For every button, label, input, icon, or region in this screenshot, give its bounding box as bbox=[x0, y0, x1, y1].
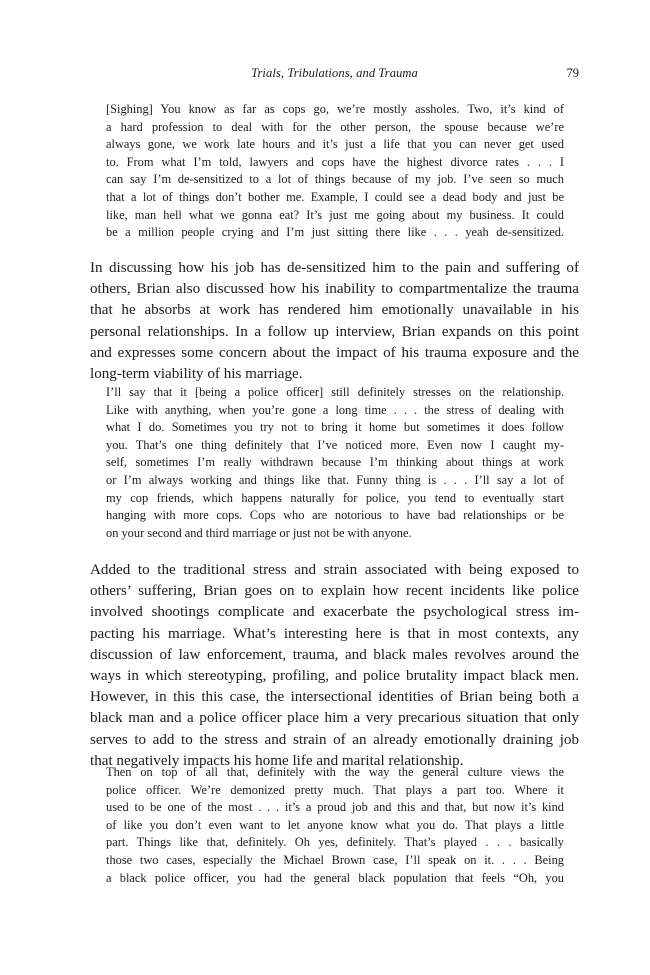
body-line: ways in which stereotyping, profiling, and police brutality impact black men. bbox=[90, 668, 579, 685]
body-line: discussion of law enforcement, trauma, and black males revolves around the bbox=[90, 646, 579, 663]
quote-line: self, sometimes I’m really withdrawn because I’m thinking about things at work bbox=[106, 455, 564, 470]
block-quote-3 bbox=[106, 764, 564, 887]
quote-line: hanging with more cops. Cops who are notorious to have bad relationships or be bbox=[106, 508, 564, 523]
quote-line: can say I’m de-sensitized to a lot of things because of my job. I’ve seen so much bbox=[106, 172, 564, 187]
body-line: and expresses some concern about the impact of his trauma exposure and the bbox=[90, 344, 579, 361]
quote-line: Then on top of all that, definitely with the way the general culture views the bbox=[106, 765, 564, 779]
body-line: In discussing how his job has de-sensitized him to the pain and suffering of bbox=[90, 260, 579, 276]
quote-line: what I do. Sometimes you try not to bring it home but sometimes it does follow bbox=[106, 420, 564, 435]
page-number: 79 bbox=[566, 66, 579, 80]
body-line: black man and a police officer place him a very precarious situation that only bbox=[90, 710, 579, 727]
quote-line: you. That’s one thing definitely that I’ve noticed more. Even now I caught my- bbox=[106, 437, 564, 452]
body-line: others’ suffering, Brian goes on to explain how recent incidents like police bbox=[90, 583, 579, 600]
quote-line: part. Things like that, definitely. Oh yes, definitely. That’s played . . . basically bbox=[106, 835, 564, 850]
quote-line: or I’m always working and things like that. Funny thing is . . . I’ll say a lot of bbox=[106, 472, 564, 487]
body-line: Added to the traditional stress and strain associated with being exposed to bbox=[90, 562, 579, 578]
body-line: that he absorbs at work has rendered him emotionally unavailable in his bbox=[90, 302, 579, 319]
quote-line: to. From what I’m told, lawyers and cops have the highest divorce rates . . . I bbox=[106, 154, 564, 169]
body-line: However, in this this case, the intersectional identities of Brian being both a bbox=[90, 689, 579, 706]
quote-line: I’ll say that it [being a police officer] still definitely stresses on the relationship. bbox=[106, 385, 564, 399]
running-head bbox=[90, 66, 579, 84]
running-title: Trials, Tribulations, and Trauma bbox=[251, 66, 418, 80]
body-paragraph-2 bbox=[90, 560, 579, 772]
body-line: pacting his marriage. What’s interesting here is that in most contexts, any bbox=[90, 625, 579, 642]
quote-line: a black police officer, you had the general black population that feels “Oh, you bbox=[106, 870, 564, 885]
body-line: others, Brian also discussed how his inability to compartmentalize the trauma bbox=[90, 281, 579, 298]
body-line: involved shootings complicate and exacerbate the psychological stress im- bbox=[90, 604, 579, 621]
quote-line: like, man hell what we gonna eat? It’s just me going about my business. It could bbox=[106, 207, 564, 222]
quote-line: my cop friends, which happens naturally for police, you tend to eventually start bbox=[106, 490, 564, 505]
body-line: personal relationships. In a follow up interview, Brian expands on this point bbox=[90, 323, 579, 340]
quote-line: that a lot of things don’t bother me. Example, I could see a dead body and just be bbox=[106, 189, 564, 204]
body-line: that negatively impacts his home life and marital relationship. bbox=[90, 752, 464, 769]
block-quote-2 bbox=[106, 384, 564, 542]
quote-line: always gone, we work late hours and it’s just a life that you can never get used bbox=[106, 137, 564, 152]
block-quote-1 bbox=[106, 101, 564, 242]
quote-line: Like with anything, when you’re gone a long time . . . the stress of dealing with bbox=[106, 402, 564, 417]
quote-line: police officer. We’re demonized pretty much. That plays a part too. Where it bbox=[106, 782, 564, 797]
quote-line: those two cases, especially the Michael Brown case, I’ll speak on it. . . . Being bbox=[106, 852, 564, 867]
quote-line: used to be one of the most . . . it’s a proud job and this and that, but now it’s kind bbox=[106, 800, 564, 815]
quote-line: on your second and third marriage or just not be with anyone. bbox=[106, 525, 412, 540]
body-line: long-term viability of his marriage. bbox=[90, 366, 303, 383]
quote-line: be a million people crying and I’m just sitting there like . . . yeah de-sensitized. bbox=[106, 225, 564, 240]
quote-line: a hard profession to deal with for the other person, the spouse because we’re bbox=[106, 119, 564, 134]
body-paragraph-1 bbox=[90, 258, 579, 385]
quote-line: [Sighing] You know as far as cops go, we’re mostly assholes. Two, it’s kind of bbox=[106, 102, 564, 116]
body-line: serves to add to the stress and strain of an already emotionally draining job bbox=[90, 731, 579, 748]
quote-line: of like you don’t even want to let anyone know what you do. That plays a little bbox=[106, 817, 564, 832]
